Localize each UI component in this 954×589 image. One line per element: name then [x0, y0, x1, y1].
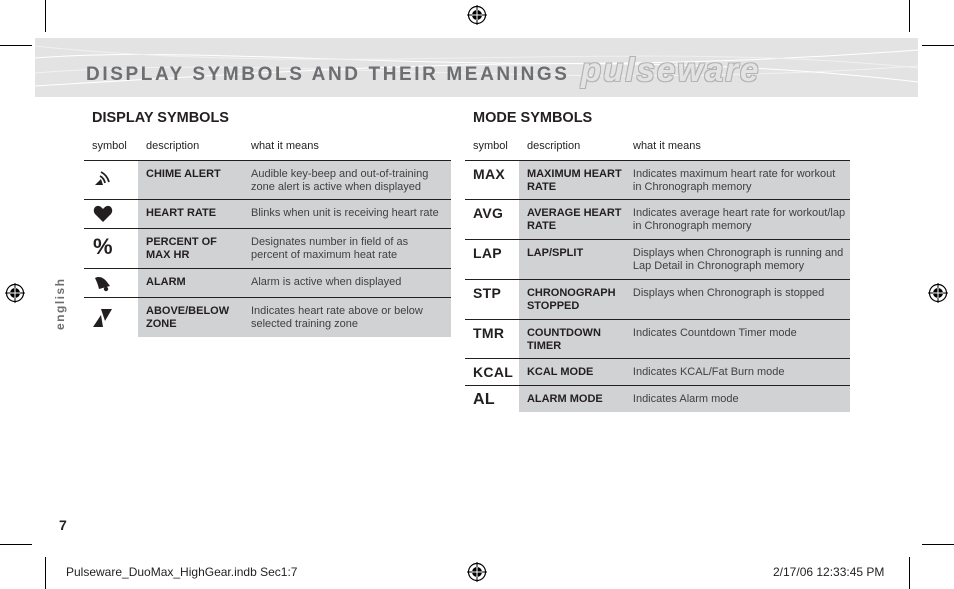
symbol-cell [465, 386, 519, 412]
page-number: 7 [59, 517, 67, 533]
col-header-description: description [146, 140, 200, 152]
table-row [465, 320, 850, 359]
description-cell: ALARM [138, 269, 243, 298]
kcal-symbol: KCAL [473, 364, 514, 380]
description-cell: MAXIMUM HEART RATE [519, 161, 625, 200]
col-header-symbol: symbol [92, 140, 127, 152]
table-row [84, 269, 451, 298]
meaning-cell: Indicates maximum heart rate for workout in Chronograph memory [625, 161, 850, 200]
language-label: english [53, 277, 67, 330]
stp-symbol: STP [473, 285, 502, 301]
table-row [465, 200, 850, 240]
table-row [84, 161, 451, 200]
symbol-cell [465, 280, 519, 320]
lap-symbol: LAP [473, 245, 502, 261]
meaning-cell: Indicates Countdown Timer mode [625, 320, 850, 359]
avg-symbol: AVG [473, 205, 504, 221]
meaning-cell: Displays when Chronograph is stopped [625, 280, 850, 320]
description-cell: PERCENT OF MAX HR [138, 229, 243, 269]
description-cell: KCAL MODE [519, 359, 625, 386]
chime-icon [91, 169, 113, 189]
table-row [465, 240, 850, 280]
mode-symbols-title: MODE SYMBOLS [473, 110, 593, 126]
symbol-cell [465, 161, 519, 200]
table-row [465, 359, 850, 386]
crop-mark [0, 45, 32, 46]
registration-mark-icon [467, 5, 487, 25]
symbol-cell [465, 240, 519, 280]
tmr-symbol: TMR [473, 325, 505, 341]
crop-mark [45, 0, 46, 32]
description-cell: AVERAGE HEART RATE [519, 200, 625, 240]
symbol-cell [465, 359, 519, 386]
percent-icon: % [93, 234, 113, 259]
col-header-meaning: what it means [633, 140, 701, 152]
crop-mark [922, 544, 954, 545]
crop-mark [0, 544, 32, 545]
meaning-cell: Indicates average heart rate for workout/lap in Chronograph memory [625, 200, 850, 240]
symbol-cell [465, 200, 519, 240]
mode-symbols-table [465, 160, 850, 412]
col-header-description: description [527, 140, 581, 152]
max-symbol: MAX [473, 166, 506, 182]
table-row [84, 298, 451, 337]
table-row [84, 200, 451, 229]
page-title: DISPLAY SYMBOLS AND THEIR MEANINGS [86, 64, 570, 85]
al-symbol: AL [473, 391, 495, 408]
table-row [84, 229, 451, 269]
meaning-cell: Indicates Alarm mode [625, 386, 850, 412]
symbol-cell [465, 320, 519, 359]
col-header-symbol: symbol [473, 140, 508, 152]
symbol-cell [84, 269, 138, 298]
heart-icon [93, 205, 113, 223]
display-symbols-table [84, 160, 451, 337]
display-symbols-title: DISPLAY SYMBOLS [92, 110, 229, 126]
meaning-cell: Audible key-beep and out-of-training zone alert is active when displayed [243, 161, 451, 200]
brand-logo: pulseware [581, 51, 761, 88]
meaning-cell: Blinks when unit is receiving heart rate [243, 200, 451, 229]
table-row [465, 386, 850, 412]
description-cell: COUNTDOWN TIMER [519, 320, 625, 359]
above-below-icon [93, 307, 113, 329]
meaning-cell: Designates number in field of as percent of maximum heat rate [243, 229, 451, 269]
header-band [35, 38, 918, 97]
meaning-cell: Indicates heart rate above or below selected training zone [243, 298, 451, 337]
registration-mark-icon [467, 562, 487, 582]
description-cell: ALARM MODE [519, 386, 625, 412]
description-cell: ABOVE/BELOW ZONE [138, 298, 243, 337]
col-header-meaning: what it means [251, 140, 319, 152]
crop-mark [909, 557, 910, 589]
crop-mark [45, 557, 46, 589]
registration-mark-icon [928, 283, 948, 303]
footer-datetime: 2/17/06 12:33:45 PM [773, 565, 885, 579]
bell-icon [93, 274, 113, 292]
crop-mark [922, 45, 954, 46]
description-cell: CHIME ALERT [138, 161, 243, 200]
symbol-cell [84, 200, 138, 229]
table-row [465, 161, 850, 200]
table-row [465, 280, 850, 320]
symbol-cell [84, 161, 138, 200]
meaning-cell: Indicates KCAL/Fat Burn mode [625, 359, 850, 386]
symbol-cell [84, 229, 138, 269]
registration-mark-icon [5, 283, 25, 303]
crop-mark [909, 0, 910, 32]
description-cell: HEART RATE [138, 200, 243, 229]
description-cell: LAP/SPLIT [519, 240, 625, 280]
symbol-cell [84, 298, 138, 337]
meaning-cell: Displays when Chronograph is running and Lap Detail in Chronograph memory [625, 240, 850, 280]
footer-file-info: Pulseware_DuoMax_HighGear.indb Sec1:7 [66, 565, 298, 579]
description-cell: CHRONOGRAPH STOPPED [519, 280, 625, 320]
meaning-cell: Alarm is active when displayed [243, 269, 451, 298]
